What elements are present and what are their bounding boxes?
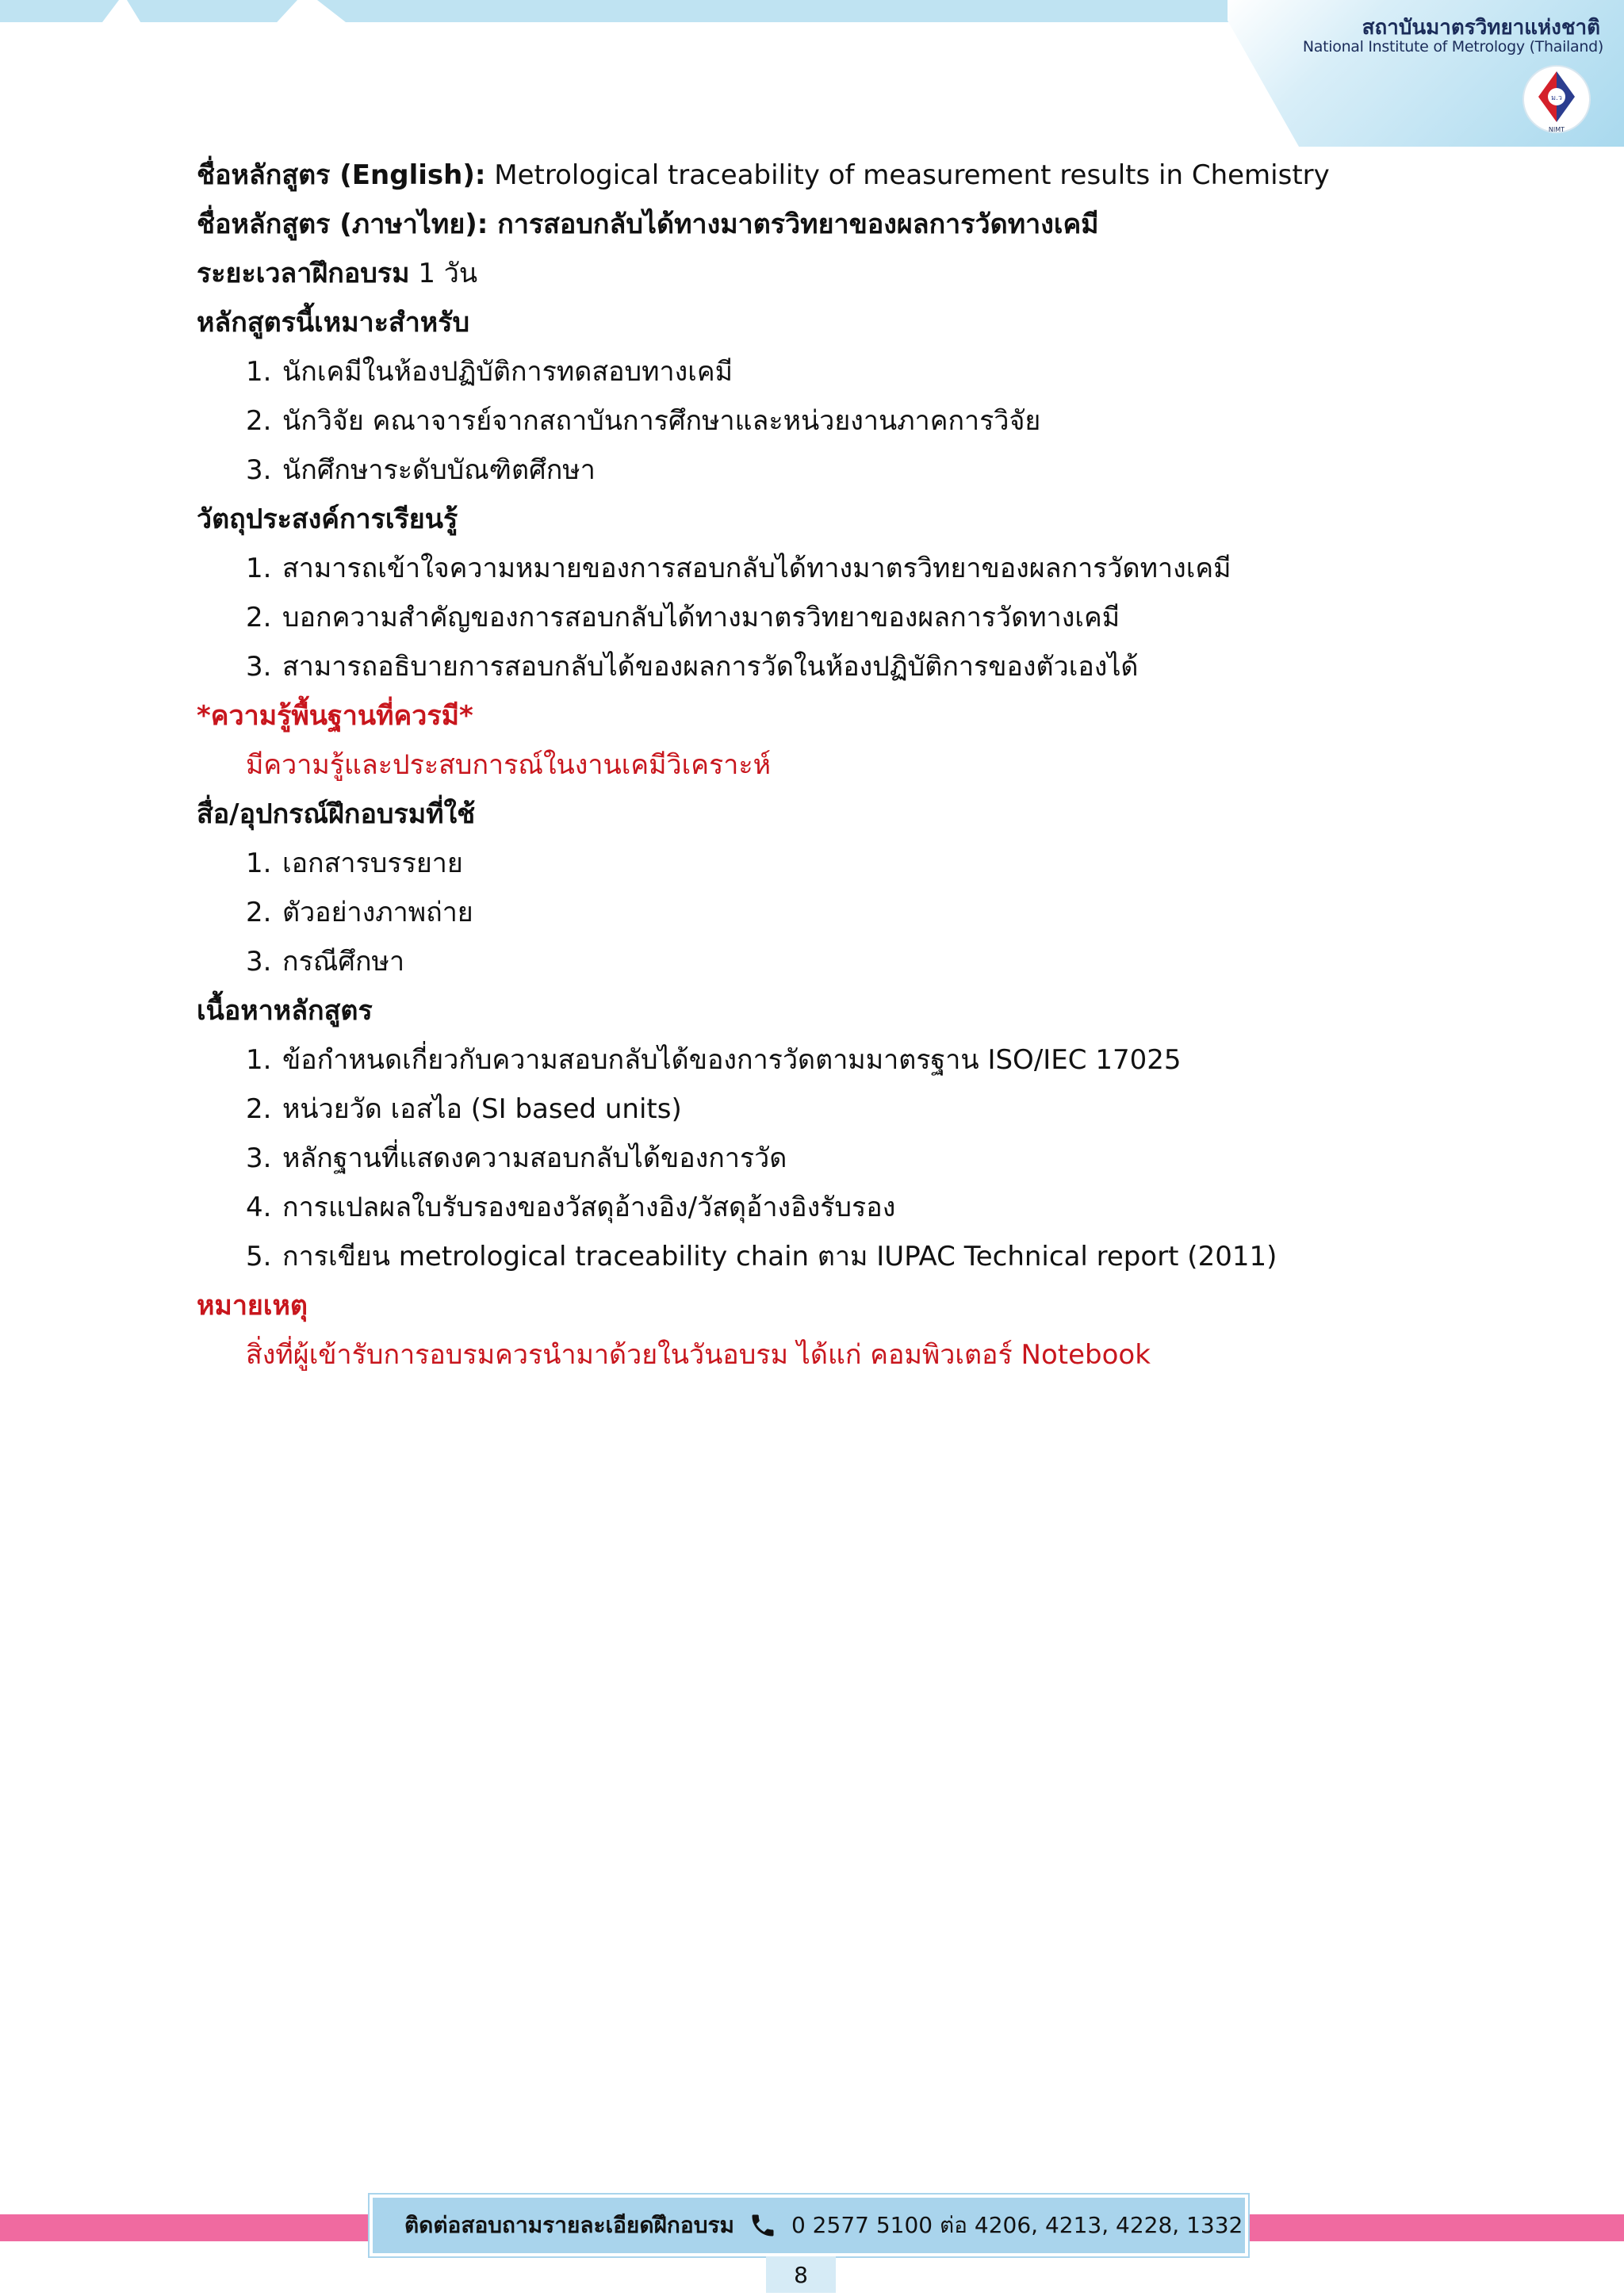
- item-number: 1.: [246, 356, 272, 388]
- section-heading-materials: สื่อ/อุปกรณ์ฝึกอบรมที่ใช้: [197, 798, 476, 830]
- institute-name-thai: สถาบันมาตรวิทยาแห่งชาติ: [1362, 16, 1600, 40]
- item-number: 2.: [246, 602, 272, 633]
- course-name-english: [197, 151, 1481, 200]
- remark-text: สิ่งที่ผู้เข้ารับการอบรมควรนำมาด้วยในวันอบรม ได้แก่ คอมพิวเตอร์ Notebook: [246, 1339, 1151, 1371]
- nimt-logo-icon: [1521, 63, 1592, 135]
- label: ระยะเวลาฝึกอบรม: [197, 258, 410, 289]
- list-item: [197, 1134, 1481, 1183]
- section-heading-content: เนื้อหาหลักสูตร: [197, 995, 373, 1027]
- logo-text-bottom: NIMT: [1548, 126, 1565, 133]
- item-number: 1.: [246, 848, 272, 879]
- list-item: [197, 544, 1481, 593]
- value: 1 วัน: [418, 258, 478, 289]
- phone-icon: [749, 2211, 777, 2240]
- item-text: ข้อกำหนดเกี่ยวกับความสอบกลับได้ของการวัดตามมาตรฐาน ISO/IEC 17025: [282, 1044, 1182, 1076]
- list-item: [197, 396, 1481, 446]
- item-number: 1.: [246, 1044, 272, 1076]
- label: ชื่อหลักสูตร (ภาษาไทย):: [197, 209, 488, 240]
- list-item: [197, 937, 1481, 986]
- list-item: [197, 839, 1481, 888]
- item-number: 3.: [246, 454, 272, 486]
- item-text: กรณีศึกษา: [282, 946, 405, 978]
- list-item: [197, 1085, 1481, 1134]
- header-stripe: [127, 0, 297, 22]
- page-number: 8: [766, 2256, 836, 2293]
- contact-box: [370, 2195, 1248, 2256]
- item-number: 3.: [246, 946, 272, 978]
- item-text: นักศึกษาระดับบัณฑิตศึกษา: [282, 454, 596, 486]
- list-item: [197, 1183, 1481, 1232]
- item-text: นักวิจัย คณาจารย์จากสถาบันการศึกษาและหน่วยงานภาคการวิจัย: [282, 405, 1041, 437]
- prerequisite-text: มีความรู้และประสบการณ์ในงานเคมีวิเคราะห์: [246, 749, 771, 781]
- item-number: 3.: [246, 651, 272, 683]
- value: Metrological traceability of measurement results in Chemistry: [494, 159, 1330, 191]
- logo-text-top: ม.ว: [1551, 94, 1562, 102]
- header-stripe: [317, 0, 1269, 22]
- item-number: 4.: [246, 1192, 272, 1223]
- section-heading-remark: หมายเหตุ: [197, 1290, 308, 1322]
- list-item: [197, 888, 1481, 937]
- list-item: [197, 347, 1481, 396]
- list-item: [197, 446, 1481, 495]
- course-document: [197, 151, 1481, 1380]
- list-item: [197, 1035, 1481, 1085]
- section-heading-audience: หลักสูตรนี้เหมาะสำหรับ: [197, 307, 470, 339]
- course-name-thai: [197, 200, 1481, 249]
- item-text: ตัวอย่างภาพถ่าย: [282, 897, 473, 928]
- item-text: สามารถอธิบายการสอบกลับได้ของผลการวัดในห้องปฏิบัติการของตัวเองได้: [282, 651, 1139, 683]
- item-text: เอกสารบรรยาย: [282, 848, 463, 879]
- item-text: การแปลผลใบรับรองของวัสดุอ้างอิง/วัสดุอ้างอิงรับรอง: [282, 1192, 896, 1223]
- header-stripe: [0, 0, 119, 22]
- item-number: 2.: [246, 1093, 272, 1125]
- item-text: หน่วยวัด เอสไอ (SI based units): [282, 1093, 682, 1125]
- item-number: 3.: [246, 1142, 272, 1174]
- list-item: [197, 1232, 1481, 1281]
- item-text: บอกความสำคัญของการสอบกลับได้ทางมาตรวิทยาของผลการวัดทางเคมี: [282, 602, 1120, 633]
- list-item: [197, 593, 1481, 642]
- item-text: สามารถเข้าใจความหมายของการสอบกลับได้ทางมาตรวิทยาของผลการวัดทางเคมี: [282, 553, 1231, 584]
- section-heading-objectives: วัตถุประสงค์การเรียนรู้: [197, 503, 458, 535]
- contact-phone: 0 2577 5100 ต่อ 4206, 4213, 4228, 1332: [791, 2212, 1243, 2238]
- item-number: 1.: [246, 553, 272, 584]
- value: การสอบกลับได้ทางมาตรวิทยาของผลการวัดทางเคมี: [497, 209, 1099, 240]
- item-number: 2.: [246, 897, 272, 928]
- item-number: 2.: [246, 405, 272, 437]
- list-item: [197, 642, 1481, 691]
- course-duration: [197, 249, 1481, 298]
- label: ชื่อหลักสูตร (English):: [197, 159, 486, 191]
- item-text: นักเคมีในห้องปฏิบัติการทดสอบทางเคมี: [282, 356, 733, 388]
- section-heading-prerequisite: *ความรู้พื้นฐานที่ควรมี*: [197, 700, 473, 732]
- institute-name-english: National Institute of Metrology (Thailand): [1302, 38, 1603, 55]
- item-number: 5.: [246, 1241, 272, 1272]
- contact-label: ติดต่อสอบถามรายละเอียดฝึกอบรม: [404, 2212, 734, 2238]
- item-text: หลักฐานที่แสดงความสอบกลับได้ของการวัด: [282, 1142, 787, 1174]
- item-text: การเขียน metrological traceability chain ตาม IUPAC Technical report (2011): [282, 1241, 1277, 1272]
